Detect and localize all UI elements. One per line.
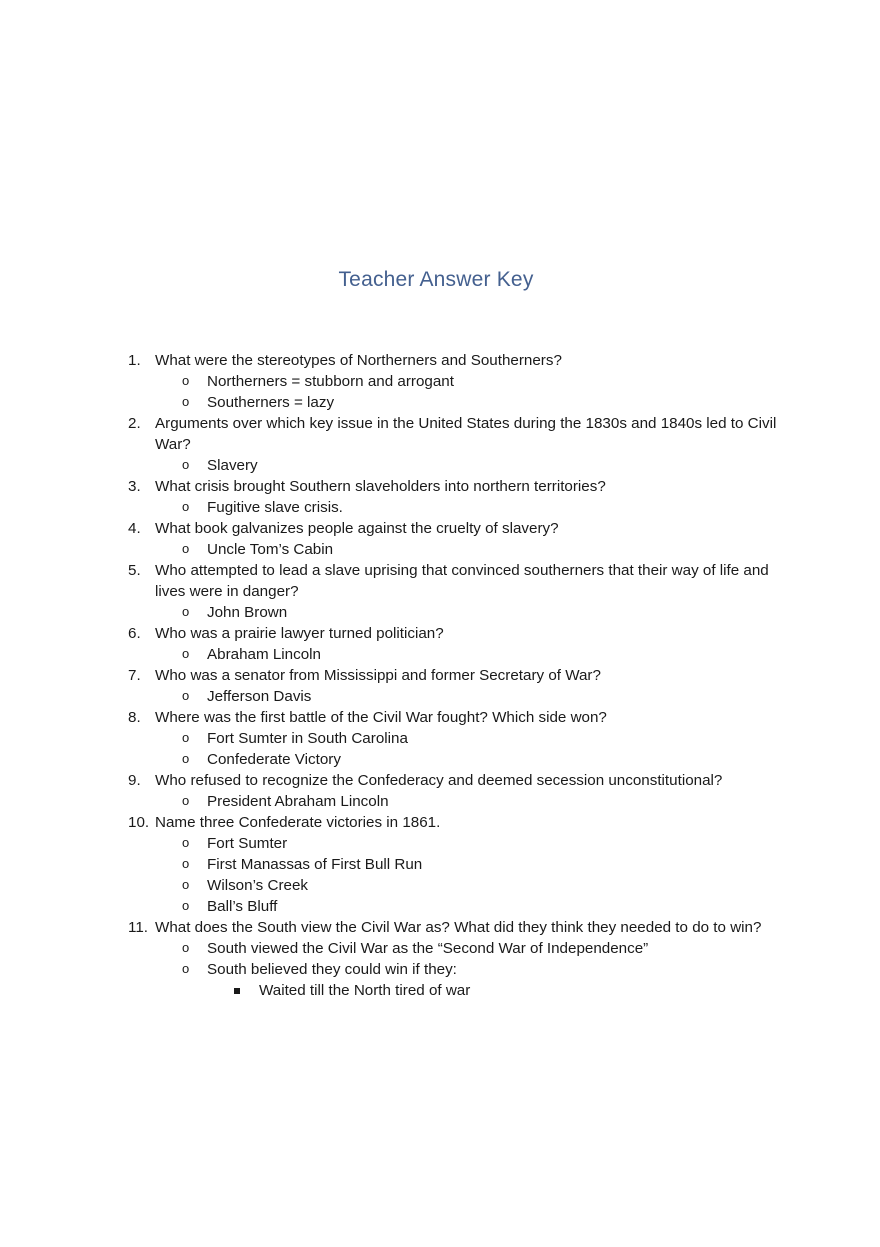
question-item [128,413,778,476]
answer-item: o Ball’s Bluff [155,896,778,917]
question-text: Who was a senator from Mississippi and former Secretary of War? [155,667,601,684]
answer-item-text: South believed they could win if they: [207,961,457,978]
answer-item: o John Brown [155,602,778,623]
question-number: 9. [128,772,141,789]
answer-item: o Confederate Victory [155,749,778,770]
answer-list [155,728,778,770]
answer-item: o Fugitive slave crisis. [155,497,778,518]
question-item [128,560,778,623]
question-item [128,707,778,770]
question-number: 5. [128,562,141,579]
page-title: Teacher Answer Key [338,268,534,291]
answer-list [155,938,778,1001]
answer-item: o Slavery [155,455,778,476]
answer-list [155,833,778,917]
question-number: 1. [128,352,141,369]
question-text: Who attempted to lead a slave uprising that convinced southerners that their way of life and lives were in danger? [155,562,769,600]
question-number: 10. [128,814,150,831]
question-number: 3. [128,478,141,495]
question-text: What does the South view the Civil War as? What did they think they needed to do to win? [155,919,762,936]
answer-list [155,644,778,665]
answer-item: o President Abraham Lincoln [155,791,778,812]
question-text: Where was the first battle of the Civil War fought? Which side won? [155,709,607,726]
question-list [128,350,778,1001]
question-item [128,518,778,560]
answer-item: o Uncle Tom’s Cabin [155,539,778,560]
answer-list [155,497,778,518]
question-item [128,770,778,812]
answer-list [155,539,778,560]
question-item [128,623,778,665]
question-number: 6. [128,625,141,642]
question-item [128,812,778,917]
question-number: 7. [128,667,141,684]
answer-list [155,371,778,413]
question-text: What were the stereotypes of Northerners and Southerners? [155,352,562,369]
question-item [128,476,778,518]
answer-list [155,602,778,623]
question-text: Who refused to recognize the Confederacy and deemed secession unconstitutional? [155,772,723,789]
answer-item: o Fort Sumter [155,833,778,854]
question-text: What book galvanizes people against the cruelty of slavery? [155,520,559,537]
answer-item: o Fort Sumter in South Carolina [155,728,778,749]
answer-item [155,959,778,1001]
sub-answer-item: Waited till the North tired of war [207,980,778,1001]
question-number: 2. [128,415,141,432]
question-number: 11. [128,919,148,936]
question-item [128,665,778,707]
question-text: What crisis brought Southern slaveholders into northern territories? [155,478,606,495]
answer-item: o South viewed the Civil War as the “Second War of Independence” [155,938,778,959]
question-text: Who was a prairie lawyer turned politician? [155,625,444,642]
answer-item: o Jefferson Davis [155,686,778,707]
answer-list [155,791,778,812]
answer-item: o Wilson’s Creek [155,875,778,896]
sub-answer-list [207,980,778,1001]
question-item [128,917,778,1001]
answer-item: o Northerners = stubborn and arrogant [155,371,778,392]
answer-item: o Abraham Lincoln [155,644,778,665]
question-number: 8. [128,709,141,726]
question-text: Name three Confederate victories in 1861. [155,814,441,831]
question-number: 4. [128,520,141,537]
answer-list [155,686,778,707]
answer-item: o First Manassas of First Bull Run [155,854,778,875]
question-item [128,350,778,413]
answer-item: o Southerners = lazy [155,392,778,413]
question-text: Arguments over which key issue in the United States during the 1830s and 1840s led to Civil War? [155,415,777,453]
answer-list [155,455,778,476]
